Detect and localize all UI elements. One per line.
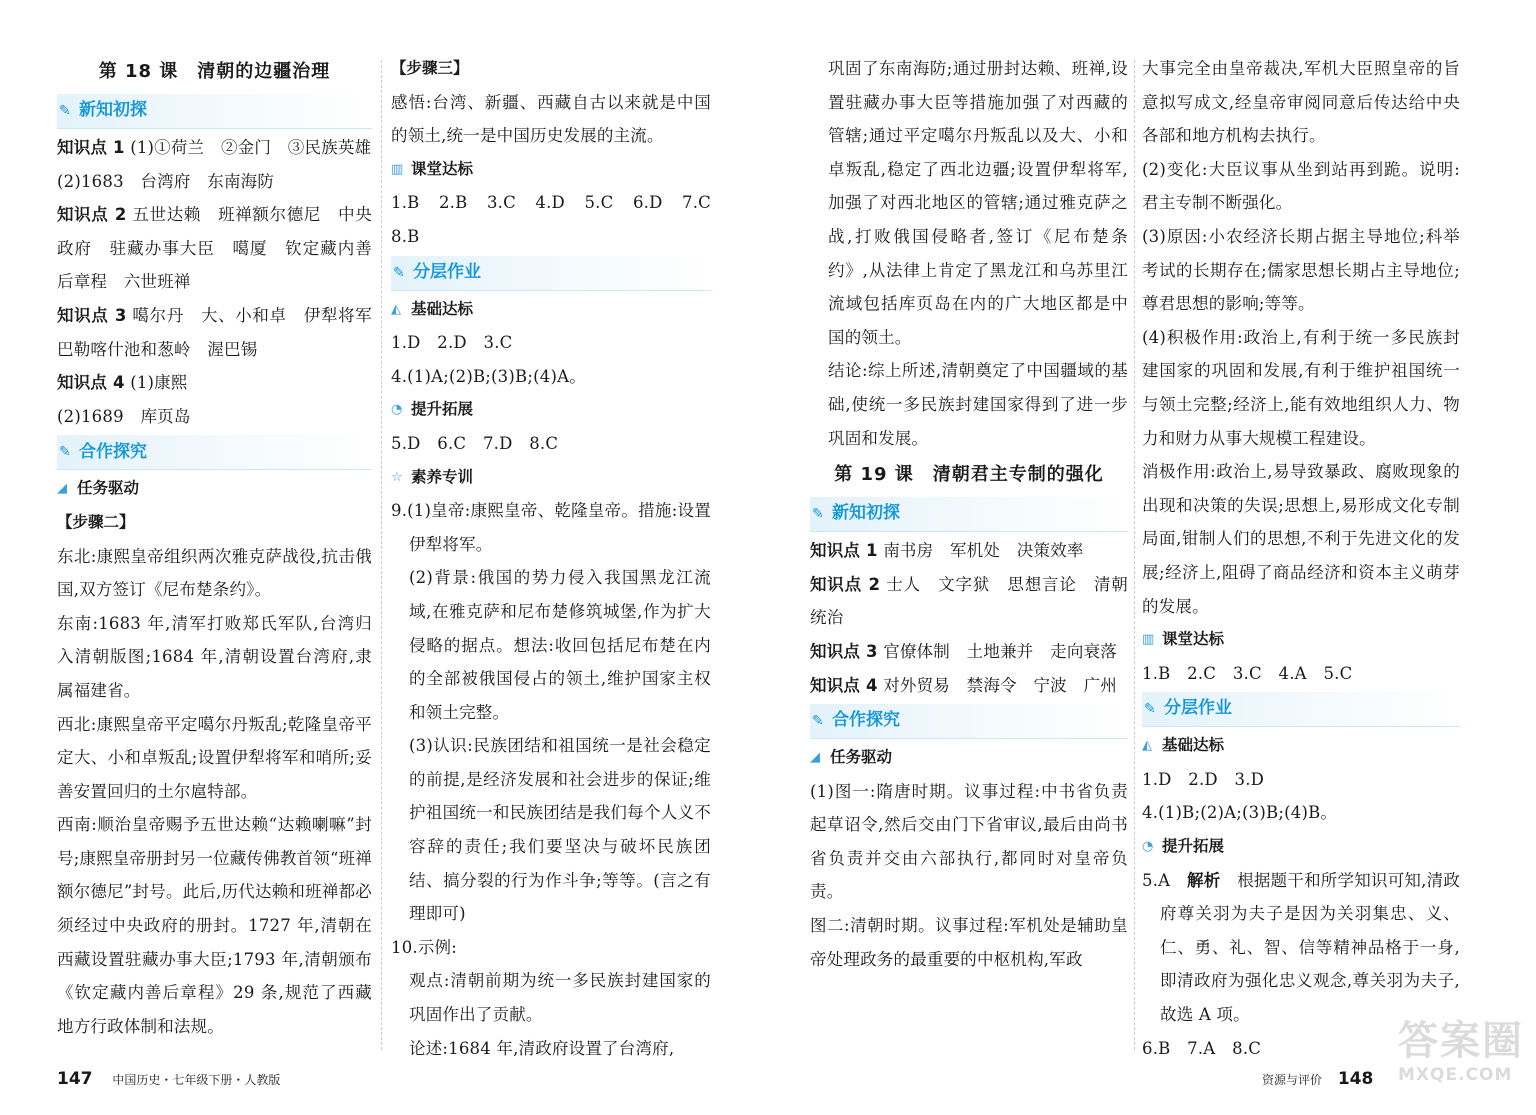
bookmark-icon: ◢ — [57, 481, 67, 497]
bulb-icon: ◔ — [391, 402, 403, 418]
section-banner-cooperation: ✎ 合作探究 — [810, 704, 1128, 739]
question-5-answer: 5.A 解析 根据题干和所学知识可知,清政府尊关羽为夫子是因为关羽集忠、义、仁、勇、礼、智、信等精神品格于一身,即清政府为强化忠义观念,尊关羽为夫子,故选 A 项。 — [1142, 870, 1461, 1025]
knowledge-point-4: 知识点 4 (1)康熙 — [57, 373, 188, 393]
subheading-basic: ◭ 基础达标 — [1142, 729, 1460, 763]
section-banner-new-knowledge: ✎ 新知初探 — [57, 94, 372, 129]
right-page-column-2 — [1142, 52, 1460, 1065]
questions-6-8-answers: 6.B 7.A 8.C — [1142, 1038, 1262, 1058]
argument-continued: 巩固了东南海防;通过册封达赖、班禅,设置驻藏办事大臣等措施加强了对西藏的管辖;通过平定噶尔丹叛乱以及大、小和卓叛乱,稳定了西北边疆;设置伊犁将军,加强了对西北地区的管辖;通过雅克萨之战,打败俄国侵略者,签订《尼布楚条约》,从法律上肯定了黑龙江和乌苏里江流域包括库页岛在内的广大地区都是中国的领土。 — [828, 59, 1128, 347]
footer-book-title: 中国历史・七年级下册・人教版 — [112, 1073, 281, 1087]
knowledge-point-1-line2: (2)1683 台湾府 东南海防 — [57, 171, 275, 191]
paragraph-northwest: 西北:康熙皇帝平定噶尔丹叛乱;乾隆皇帝平定大、小和卓叛乱;设置伊犁将军和哨所;妥善安置回归的土尔扈特部。 — [57, 714, 372, 801]
pencil-icon: ✎ — [812, 506, 824, 523]
step-two-heading: 【步骤二】 — [57, 512, 135, 531]
basic-answers-2: 4.(1)B;(2)A;(3)B;(4)B。 — [1142, 803, 1338, 823]
subheading-literacy: ☆ 素养专训 — [391, 461, 711, 495]
paragraph-southwest: 西南:顺治皇帝赐予五世达赖“达赖喇嘛”封号;康熙皇帝册封另一位藏传佛教首领“班禅额尔德尼”封号。此后,历代达赖和班禅都必须经过中央政府的册封。1727 年,清朝在西藏设置驻藏办事大臣;1793 年,清朝颁布《钦定藏内善后章程》29 条,规范了西藏地方行政体制和法规。 — [57, 815, 372, 1036]
knowledge-point-3: 知识点 3 官僚体制 土地兼并 走向衰落 — [810, 641, 1117, 661]
knowledge-point-2: 知识点 2 士人 文字狱 思想言论 清朝统治 — [810, 574, 1128, 628]
right-page-footer — [1262, 1064, 1373, 1094]
pencil-icon: ✎ — [812, 713, 824, 730]
class-test-answers: 1.B 2.C 3.C 4.A 5.C — [1142, 663, 1353, 683]
step-three-heading: 【步骤三】 — [391, 59, 469, 77]
right-page-column-1 — [810, 52, 1128, 976]
basic-answers-2: 4.(1)A;(2)B;(3)B;(4)A。 — [391, 366, 586, 386]
knowledge-point-2: 知识点 2 五世达赖 班禅额尔德尼 中央政府 驻藏办事大臣 噶厦 钦定藏内善后章程 六世班禅 — [57, 205, 372, 292]
section-banner-new-knowledge: ✎ 新知初探 — [810, 497, 1128, 532]
lesson-18-title: 第 18 课 清朝的边疆治理 — [98, 61, 331, 82]
bulb-icon: ◔ — [1142, 839, 1154, 855]
knowledge-point-3: 知识点 3 噶尔丹 大、小和卓 伊犁将军 巴勒喀什池和葱岭 渥巴锡 — [57, 305, 389, 359]
class-test-answers: 1.B 2.B 3.C 4.D 5.C 6.D 7.C 8.B — [391, 193, 728, 246]
flask-icon: ◭ — [1142, 738, 1152, 754]
watermark-logo: 答案圈 MXQE.COM — [1398, 1018, 1524, 1085]
knowledge-point-4-line2: (2)1689 库页岛 — [57, 406, 191, 426]
question-10-argument: 论述:1684 年,清政府设置了台湾府, — [409, 1038, 675, 1058]
knowledge-point-4: 知识点 4 对外贸易 禁海令 宁波 广州 — [810, 675, 1117, 695]
subheading-class-test: ▥ 课堂达标 — [391, 153, 711, 187]
section-banner-homework: ✎ 分层作业 — [391, 256, 711, 291]
left-page-column-2 — [391, 52, 728, 1065]
question-10-viewpoint: 观点:清朝前期为统一多民族封建国家的巩固作出了贡献。 — [409, 971, 711, 1025]
bookmark-icon: ◢ — [810, 750, 820, 766]
subheading-task: ◢ 任务驱动 — [810, 741, 1128, 775]
paragraph-feeling: 感悟:台湾、新疆、西藏自古以来就是中国的领土,统一是中国历史发展的主流。 — [391, 92, 711, 146]
task-answer-1: (1)图一:隋唐时期。议事过程:中书省负责起草诏令,然后交由门下省审议,最后由尚书省负责并交由六部执行,都同时对皇帝负责。 — [810, 781, 1128, 902]
column-divider — [381, 60, 383, 1050]
star-icon: ☆ — [391, 469, 403, 485]
page-number-right: 148 — [1337, 1069, 1374, 1089]
footer-series-name: 资源与评价 — [1262, 1073, 1323, 1087]
book-icon: ▥ — [1142, 632, 1155, 648]
subheading-improve: ◔ 提升拓展 — [391, 393, 711, 427]
answer-positive: (4)积极作用:政治上,有利于统一多民族封建国家的巩固和发展,有利于维护祖国统一与领土完整;经济上,能有效地组织人力、物力和财力从事大规模工程建设。 — [1142, 327, 1460, 448]
lesson-19-title: 第 19 课 清朝君主专制的强化 — [834, 464, 1104, 486]
section-banner-homework: ✎ 分层作业 — [1142, 692, 1460, 727]
book-icon: ▥ — [391, 161, 404, 177]
subheading-task: ◢ 任务驱动 — [57, 472, 372, 506]
paragraph-northeast: 东北:康熙皇帝组织两次雅克萨战役,抗击俄国,双方签订《尼布楚条约》。 — [57, 546, 372, 600]
pencil-icon: ✎ — [393, 264, 405, 281]
column-divider — [1134, 60, 1136, 1050]
pencil-icon: ✎ — [59, 103, 71, 119]
subheading-basic: ◭ 基础达标 — [391, 293, 711, 327]
section-banner-cooperation: ✎ 合作探究 — [57, 435, 372, 470]
question-9-part-1: 9.(1)皇帝:康熙皇帝、乾隆皇帝。措施:设置伊犁将军。 — [391, 501, 711, 554]
basic-answers-1: 1.D 2.D 3.D — [1142, 769, 1265, 789]
answer-negative: 消极作用:政治上,易导致暴政、腐败现象的出现和决策的失误;思想上,易形成文化专制局面,钳制人们的思想,不利于先进文化的发展;经济上,阻碍了商品经济和资本主义萌芽的发展。 — [1142, 462, 1460, 616]
answer-change: (2)变化:大臣议事从坐到站再到跪。说明:君主专制不断强化。 — [1142, 159, 1460, 213]
improve-answers: 5.D 6.C 7.D 8.C — [391, 433, 559, 453]
subheading-class-test: ▥ 课堂达标 — [1142, 623, 1460, 657]
conclusion: 结论:综上所述,清朝奠定了中国疆域的基础,使统一多民族封建国家得到了进一步巩固和发展。 — [828, 361, 1128, 448]
knowledge-point-1: 知识点 1 (1)①荷兰 ②金门 ③民族英雄 — [57, 138, 372, 157]
left-page-column-1 — [57, 52, 389, 1043]
answer-reason: (3)原因:小农经济长期占据主导地位;科举考试的长期存在;儒家思想长期占主导地位;尊君思想的影响;等等。 — [1142, 226, 1460, 314]
pencil-icon: ✎ — [1144, 701, 1156, 718]
left-page-footer — [57, 1064, 280, 1094]
subheading-improve: ◔ 提升拓展 — [1142, 830, 1460, 864]
page-number-left: 147 — [57, 1069, 93, 1089]
question-9-part-3: (3)认识:民族团结和祖国统一是社会稳定的前提,是经济发展和社会进步的保证;维护祖国统一和民族团结是我们每个人义不容辞的责任;我们要坚决与破坏民族团结、搞分裂的行为作斗争;等等。(言之有理即可) — [409, 736, 711, 924]
pencil-icon: ✎ — [59, 444, 71, 461]
task-answer-figure-2: 图二:清朝时期。议事过程:军机处是辅助皇帝处理政务的最重要的中枢机构,军政 — [810, 916, 1128, 969]
knowledge-point-1: 知识点 1 南书房 军机处 决策效率 — [810, 541, 1084, 561]
paragraph-southeast: 东南:1683 年,清军打败郑氏军队,台湾归入清朝版图;1684 年,清朝设置台湾府,隶属福建省。 — [57, 613, 372, 700]
figure-2-continued: 大事完全由皇帝裁决,军机大臣照皇帝的旨意拟写成文,经皇帝审阅同意后传达给中央各部和地方机构去执行。 — [1142, 59, 1460, 146]
question-10: 10.示例: — [391, 937, 457, 957]
question-9-part-2: (2)背景:俄国的势力侵入我国黑龙江流域,在雅克萨和尼布楚修筑城堡,作为扩大侵略的据点。想法:收回包括尼布楚在内的全部被俄国侵占的领土,维护国家主权和领土完整。 — [409, 568, 711, 722]
flask-icon: ◭ — [391, 301, 401, 317]
basic-answers-1: 1.D 2.D 3.C — [391, 333, 513, 353]
